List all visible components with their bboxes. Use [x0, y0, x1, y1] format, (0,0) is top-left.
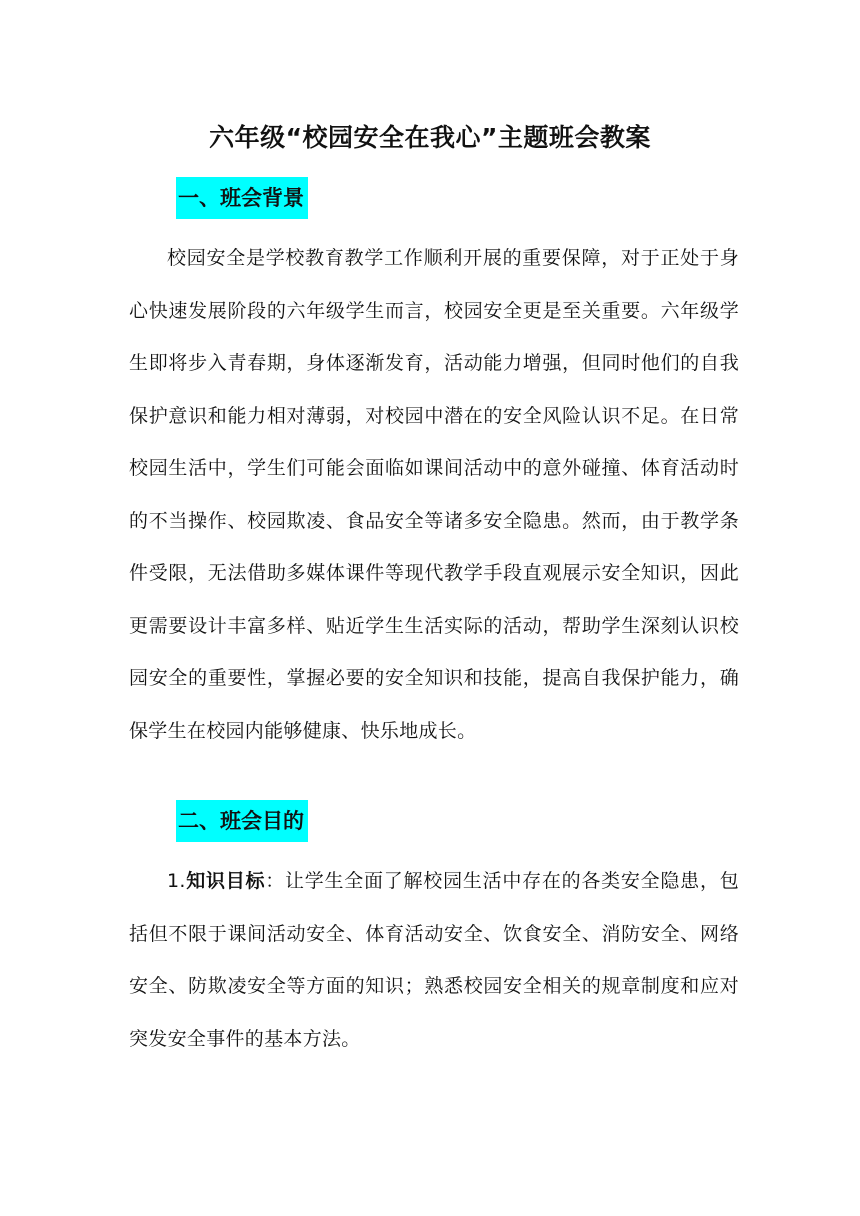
document-title: 六年级“校园安全在我心”主题班会教案 — [209, 123, 651, 152]
section-heading-purpose: 二、班会目的 — [176, 800, 308, 842]
list-item-number: 1. — [167, 870, 186, 892]
knowledge-goal-text: ：让学生全面了解校园生活中存在的各类安全隐患，包括但不限于课间活动安全、体育活动安全、饮食安全、消防安全、网络安全、防欺凌安全等方面的知识；熟悉校园安全相关的规章制度和应对突发安全事件的基本方法。 — [129, 870, 739, 1050]
background-paragraph: 校园安全是学校教育教学工作顺利开展的重要保障，对于正处于身心快速发展阶段的六年级学生而言，校园安全更是至关重要。六年级学生即将步入青春期，身体逐渐发育，活动能力增强，但同时他们的自我保护意识和能力相对薄弱，对校园中潜在的安全风险认识不足。在日常校园生活中，学生们可能会面临如课间活动中的意外碰撞、体育活动时的不当操作、校园欺凌、食品安全等诸多安全隐患。然而，由于教学条件受限，无法借助多媒体课件等现代教学手段直观展示安全知识，因此更需要设计丰富多样、贴近学生生活实际的活动，帮助学生深刻认识校园安全的重要性，掌握必要的安全知识和技能，提高自我保护能力，确保学生在校园内能够健康、快乐地成长。 — [129, 247, 739, 742]
knowledge-goal-paragraph — [129, 855, 739, 1065]
knowledge-goal-label: 知识目标 — [185, 870, 266, 892]
section-heading-background: 一、班会背景 — [176, 177, 308, 219]
